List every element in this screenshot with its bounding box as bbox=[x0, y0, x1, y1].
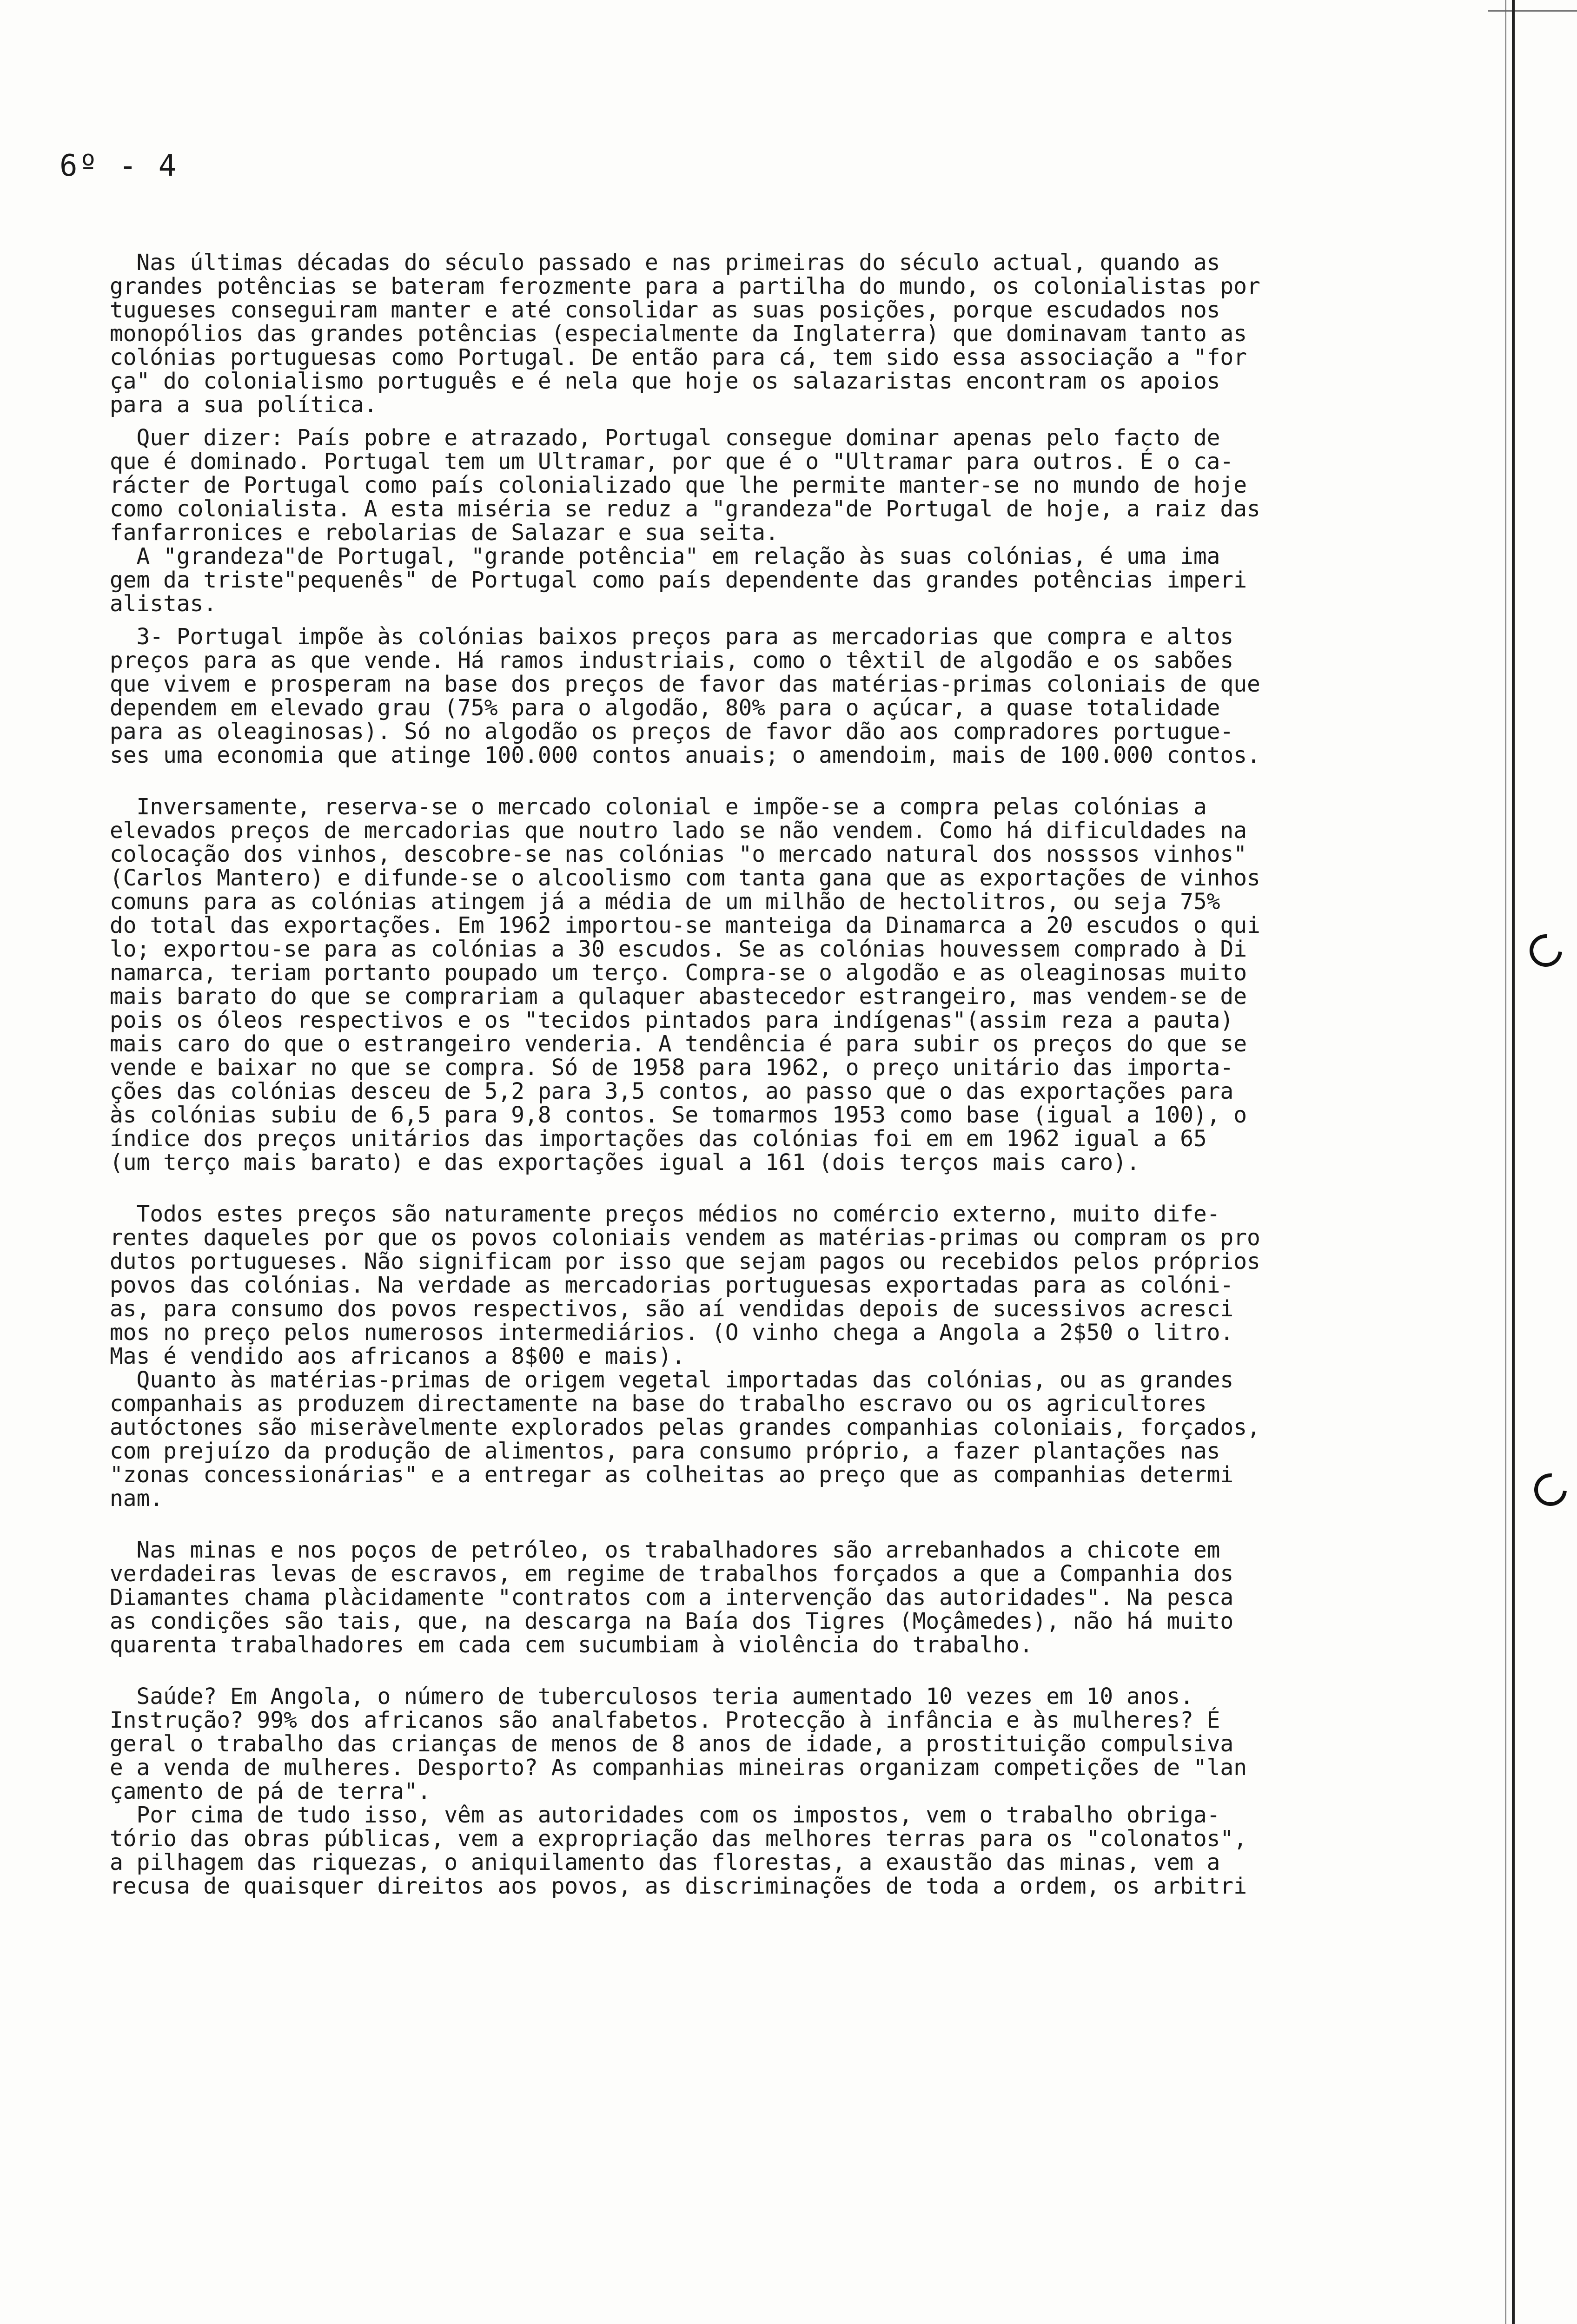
text-line: verdadeiras levas de escravos, em regime de trabalhos forçados a que a Companhia dos bbox=[110, 1561, 1234, 1587]
text-line: alistas. bbox=[110, 591, 217, 617]
text-line: companhais as produzem directamente na base do trabalho escravo ou os agricultores bbox=[110, 1391, 1207, 1417]
text-line: lo; exportou-se para as colónias a 30 escudos. Se as colónias houvessem comprado à Di bbox=[110, 937, 1247, 962]
paragraph bbox=[110, 426, 1504, 545]
margin-rule-inner bbox=[1505, 0, 1506, 2324]
text-line: mais caro do que o estrangeiro venderia. A tendência é para subir os preços do que se bbox=[110, 1031, 1247, 1057]
text-line: Nas últimas décadas do século passado e nas primeiras do século actual, quando as bbox=[110, 250, 1220, 276]
text-line: índice dos preços unitários das importações das colónias foi em em 1962 igual a 65 bbox=[110, 1126, 1207, 1152]
text-line: Nas minas e nos poços de petróleo, os trabalhadores são arrebanhados a chicote em bbox=[110, 1538, 1220, 1563]
text-line: comuns para as colónias atingem já a média de um milhão de hectolitros, ou seja 75% bbox=[110, 889, 1220, 915]
text-line: (Carlos Mantero) e difunde-se o alcoolismo com tanta gana que as exportações de vinhos bbox=[110, 865, 1260, 891]
text-line: fanfarronices e rebolarias de Salazar e sua seita. bbox=[110, 520, 779, 546]
text-line: quarenta trabalhadores em cada cem sucumbiam à violência do trabalho. bbox=[110, 1632, 1033, 1658]
text-line: para a sua política. bbox=[110, 392, 378, 418]
paragraph bbox=[110, 1685, 1504, 1803]
text-line: A "grandeza"de Portugal, "grande potência" em relação às suas colónias, é uma ima bbox=[110, 544, 1220, 569]
text-line: Quer dizer: País pobre e atrazado, Portugal consegue dominar apenas pelo facto de bbox=[110, 425, 1220, 451]
text-line: Inversamente, reserva-se o mercado colonial e impõe-se a compra pelas colónias a bbox=[110, 794, 1207, 820]
text-line: recusa de quaisquer direitos aos povos, as discriminações de toda a ordem, os arbitri bbox=[110, 1874, 1247, 1899]
text-line: as, para consumo dos povos respectivos, são aí vendidas depois de sucessivos acresci bbox=[110, 1296, 1234, 1322]
paragraph bbox=[110, 1368, 1504, 1511]
text-line: preços para as que vende. Há ramos industriais, como o têxtil de algodão e os sabões bbox=[110, 648, 1234, 673]
text-line: Todos estes preços são naturamente preços médios no comércio externo, muito dife- bbox=[110, 1202, 1220, 1227]
text-line: às colónias subiu de 6,5 para 9,8 contos. Se tomarmos 1953 como base (igual a 100), o bbox=[110, 1103, 1247, 1128]
paragraph bbox=[110, 1202, 1504, 1368]
text-line: para as oleaginosas). Só no algodão os preços de favor dão aos compradores portugue- bbox=[110, 719, 1234, 745]
text-line: ses uma economia que atinge 100.000 contos anuais; o amendoim, mais de 100.000 contos. bbox=[110, 743, 1260, 768]
paragraph bbox=[110, 625, 1504, 767]
text-line: tugueses conseguiram manter e até consolidar as suas posições, porque escudados nos bbox=[110, 297, 1220, 323]
text-line: rentes daqueles por que os povos coloniais vendem as matérias-primas ou compram os pro bbox=[110, 1225, 1260, 1251]
text-line: gem da triste"pequenês" de Portugal como país dependente das grandes potências imperi bbox=[110, 568, 1247, 593]
text-line: como colonialista. A esta miséria se reduz a "grandeza"de Portugal de hoje, a raiz das bbox=[110, 496, 1260, 522]
text-line: colónias portuguesas como Portugal. De então para cá, tem sido essa associação a "for bbox=[110, 345, 1247, 370]
text-line: mais barato do que se comprariam a qulaquer abastecedor estrangeiro, mas vendem-se de bbox=[110, 984, 1247, 1010]
text-line: (um terço mais barato) e das exportações igual a 161 (dois terços mais caro). bbox=[110, 1150, 1140, 1175]
document-body bbox=[110, 251, 1504, 1898]
text-line: Por cima de tudo isso, vêm as autoridades com os impostos, vem o trabalho obriga- bbox=[110, 1802, 1220, 1828]
text-line: Diamantes chama plàcidamente "contratos com a intervenção das autoridades". Na pesca bbox=[110, 1585, 1234, 1611]
text-line: dependem em elevado grau (75% para o algodão, 80% para o açúcar, a quase totalidade bbox=[110, 695, 1220, 721]
top-edge-rule bbox=[1488, 10, 1577, 12]
text-line: ça" do colonialismo português e é nela que hoje os salazaristas encontram os apoios bbox=[110, 369, 1220, 394]
text-line: Instrução? 99% dos africanos são analfabetos. Protecção à infância e às mulheres? É bbox=[110, 1708, 1220, 1733]
binder-hole-mark-icon bbox=[1523, 928, 1569, 974]
text-line: as condições são tais, que, na descarga na Baía dos Tigres (Moçâmedes), não há muito bbox=[110, 1609, 1234, 1634]
text-line: Saúde? Em Angola, o número de tuberculosos teria aumentado 10 vezes em 10 anos. bbox=[110, 1684, 1193, 1710]
margin-rule bbox=[1512, 0, 1515, 2324]
text-line: Quanto às matérias-primas de origem vegetal importadas das colónias, ou as grandes bbox=[110, 1367, 1234, 1393]
text-line: povos das colónias. Na verdade as mercadorias portuguesas exportadas para as colóni- bbox=[110, 1273, 1234, 1298]
text-line: do total das exportações. Em 1962 importou-se manteiga da Dinamarca a 20 escudos o qui bbox=[110, 913, 1260, 938]
paragraph bbox=[110, 1803, 1504, 1898]
text-line: ções das colónias desceu de 5,2 para 3,5 contos, ao passo que o das exportações para bbox=[110, 1079, 1234, 1104]
text-line: a pilhagem das riquezas, o aniquilamento das florestas, a exaustão das minas, vem a bbox=[110, 1850, 1220, 1875]
text-line: autóctones são miseràvelmente explorados pelas grandes companhias coloniais, forçados, bbox=[110, 1415, 1260, 1440]
text-line: que vivem e prosperam na base dos preços de favor das matérias-primas coloniais de que bbox=[110, 672, 1260, 697]
text-line: çamento de pá de terra". bbox=[110, 1779, 431, 1804]
text-line: 3- Portugal impõe às colónias baixos preços para as mercadorias que compra e altos bbox=[110, 624, 1234, 650]
paragraph bbox=[110, 251, 1504, 417]
text-line: elevados preços de mercadorias que noutro lado se não vendem. Como há dificuldades na bbox=[110, 818, 1247, 844]
text-line: namarca, teriam portanto poupado um terço. Compra-se o algodão e as oleaginosas muito bbox=[110, 960, 1247, 986]
text-line: nam. bbox=[110, 1486, 164, 1512]
binder-hole-mark-icon bbox=[1528, 1467, 1574, 1513]
text-line: monopólios das grandes potências (especialmente da Inglaterra) que dominavam tanto as bbox=[110, 321, 1247, 347]
text-line: e a venda de mulheres. Desporto? As companhias mineiras organizam competições de "lan bbox=[110, 1755, 1247, 1781]
text-line: mos no preço pelos numerosos intermediários. (O vinho chega a Angola a 2$50 o litro. bbox=[110, 1320, 1234, 1346]
text-line: "zonas concessionárias" e a entregar as colheitas ao preço que as companhias determi bbox=[110, 1462, 1234, 1488]
text-line: dutos portugueses. Não significam por isso que sejam pagos ou recebidos pelos próprios bbox=[110, 1249, 1260, 1274]
paragraph bbox=[110, 795, 1504, 1175]
text-line: com prejuízo da produção de alimentos, para consumo próprio, a fazer plantações nas bbox=[110, 1439, 1220, 1464]
text-line: grandes potências se bateram ferozmente para a partilha do mundo, os colonialistas por bbox=[110, 274, 1260, 299]
text-line: tório das obras públicas, vem a expropriação das melhores terras para os "colonatos", bbox=[110, 1826, 1247, 1852]
text-line: pois os óleos respectivos e os "tecidos pintados para indígenas"(assim reza a pauta) bbox=[110, 1008, 1234, 1033]
text-line: rácter de Portugal como país colonializado que lhe permite manter-se no mundo de hoje bbox=[110, 473, 1247, 498]
text-line: colocação dos vinhos, descobre-se nas colónias "o mercado natural dos nosssos vinhos" bbox=[110, 842, 1247, 867]
text-line: vende e baixar no que se compra. Só de 1958 para 1962, o preço unitário das importa- bbox=[110, 1055, 1234, 1081]
page-number: 6º - 4 bbox=[60, 149, 179, 183]
text-line: que é dominado. Portugal tem um Ultramar, por que é o "Ultramar para outros. É o ca- bbox=[110, 449, 1234, 475]
text-line: geral o trabalho das crianças de menos de 8 anos de idade, a prostituição compulsiva bbox=[110, 1731, 1234, 1757]
paragraph bbox=[110, 545, 1504, 616]
paragraph bbox=[110, 1538, 1504, 1657]
text-line: Mas é vendido aos africanos a 8$00 e mais). bbox=[110, 1344, 685, 1369]
